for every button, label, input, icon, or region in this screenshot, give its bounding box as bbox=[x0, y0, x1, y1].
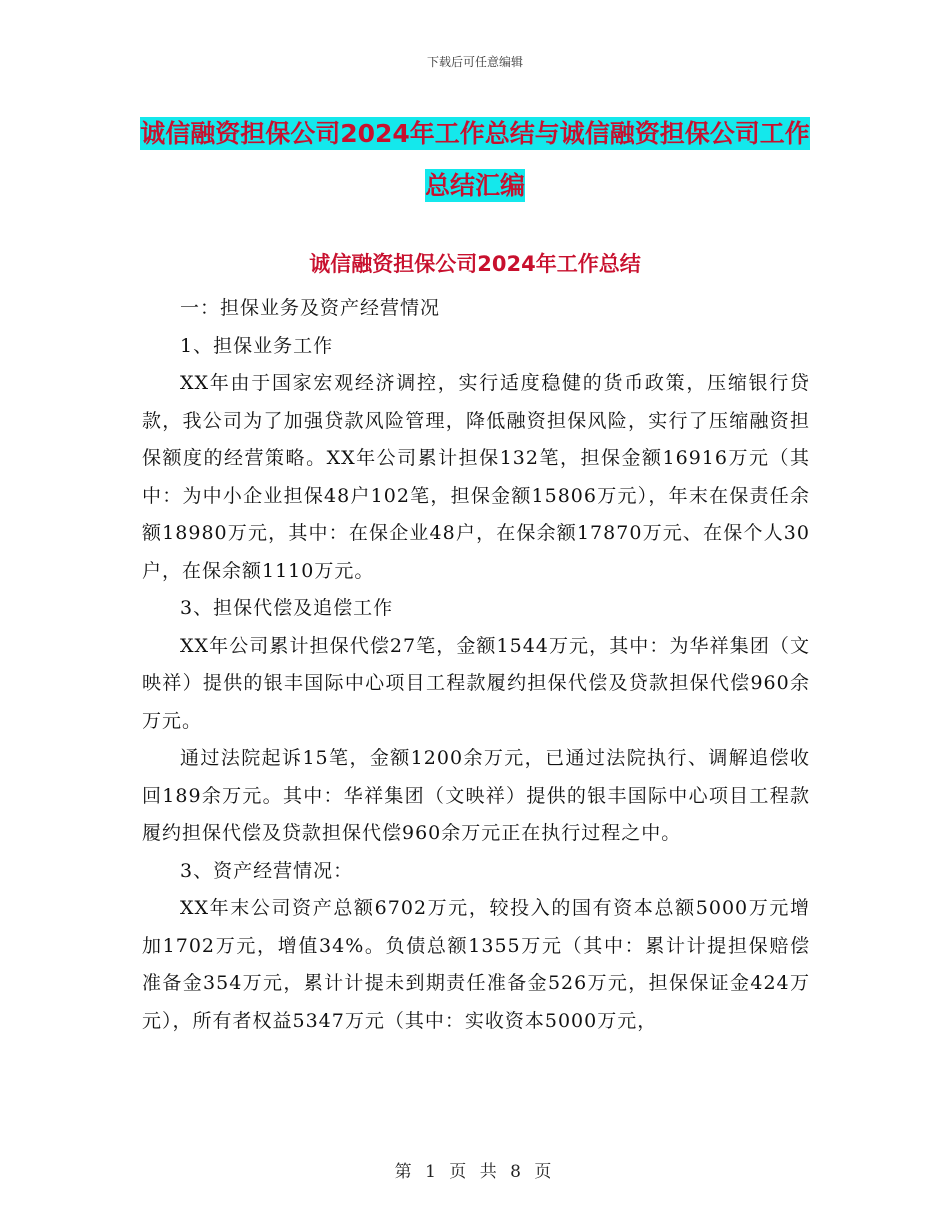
paragraph: 通过法院起诉15笔，金额1200余万元，已通过法院执行、调解追偿收回189余万元。其中：华祥集团（文映祥）提供的银丰国际中心项目工程款履约担保代偿及贷款担保代偿960余万元正在执行过程之中。 bbox=[142, 747, 810, 844]
section-title: 诚信融资担保公司2024年工作总结 bbox=[309, 252, 641, 276]
page-number: 第 1 页 共 8 页 bbox=[394, 1162, 556, 1182]
document-body bbox=[142, 290, 810, 1040]
paragraph-subheading-3: 3、担保代偿及追偿工作 bbox=[180, 597, 394, 619]
paragraph-subheading-3b: 3、资产经营情况： bbox=[180, 859, 354, 882]
paragraph-subheading-1: 1、担保业务工作 bbox=[180, 334, 334, 357]
main-title-text: 诚信融资担保公司2024年工作总结与诚信融资担保公司工作总结汇编 bbox=[140, 119, 810, 200]
paragraph: XX年由于国家宏观经济调控，实行适度稳健的货币政策，压缩银行贷款，我公司为了加强贷款风险管理，降低融资担保风险，实行了压缩融资担保额度的经营策略。XX年公司累计担保132笔，担保金额16916万元（其中：为中小企业担保48户102笔，担保金额15806万元），年末在保责任余额18980万元，其中：在保企业48户，在保余额17870万元、在保个人30户，在保余额1110万元。 bbox=[142, 372, 810, 582]
header-note: 下载后可任意编辑 bbox=[426, 55, 523, 69]
paragraph: XX年公司累计担保代偿27笔，金额1544万元，其中：为华祥集团（文映祥）提供的银丰国际中心项目工程款履约担保代偿及贷款担保代偿960余万元。 bbox=[142, 634, 810, 732]
document-main-title bbox=[140, 108, 810, 212]
paragraph-heading-1: 一：担保业务及资产经营情况 bbox=[180, 297, 441, 319]
paragraph: XX年末公司资产总额6702万元，较投入的国有资本总额5000万元增加1702万元，增值34%。负债总额1355万元（其中：累计计提担保赔偿准备金354万元，累计计提未到期责任准备金526万元，担保保证金424万元），所有者权益5347万元（其中：实收资本5000万元， bbox=[142, 897, 810, 1032]
